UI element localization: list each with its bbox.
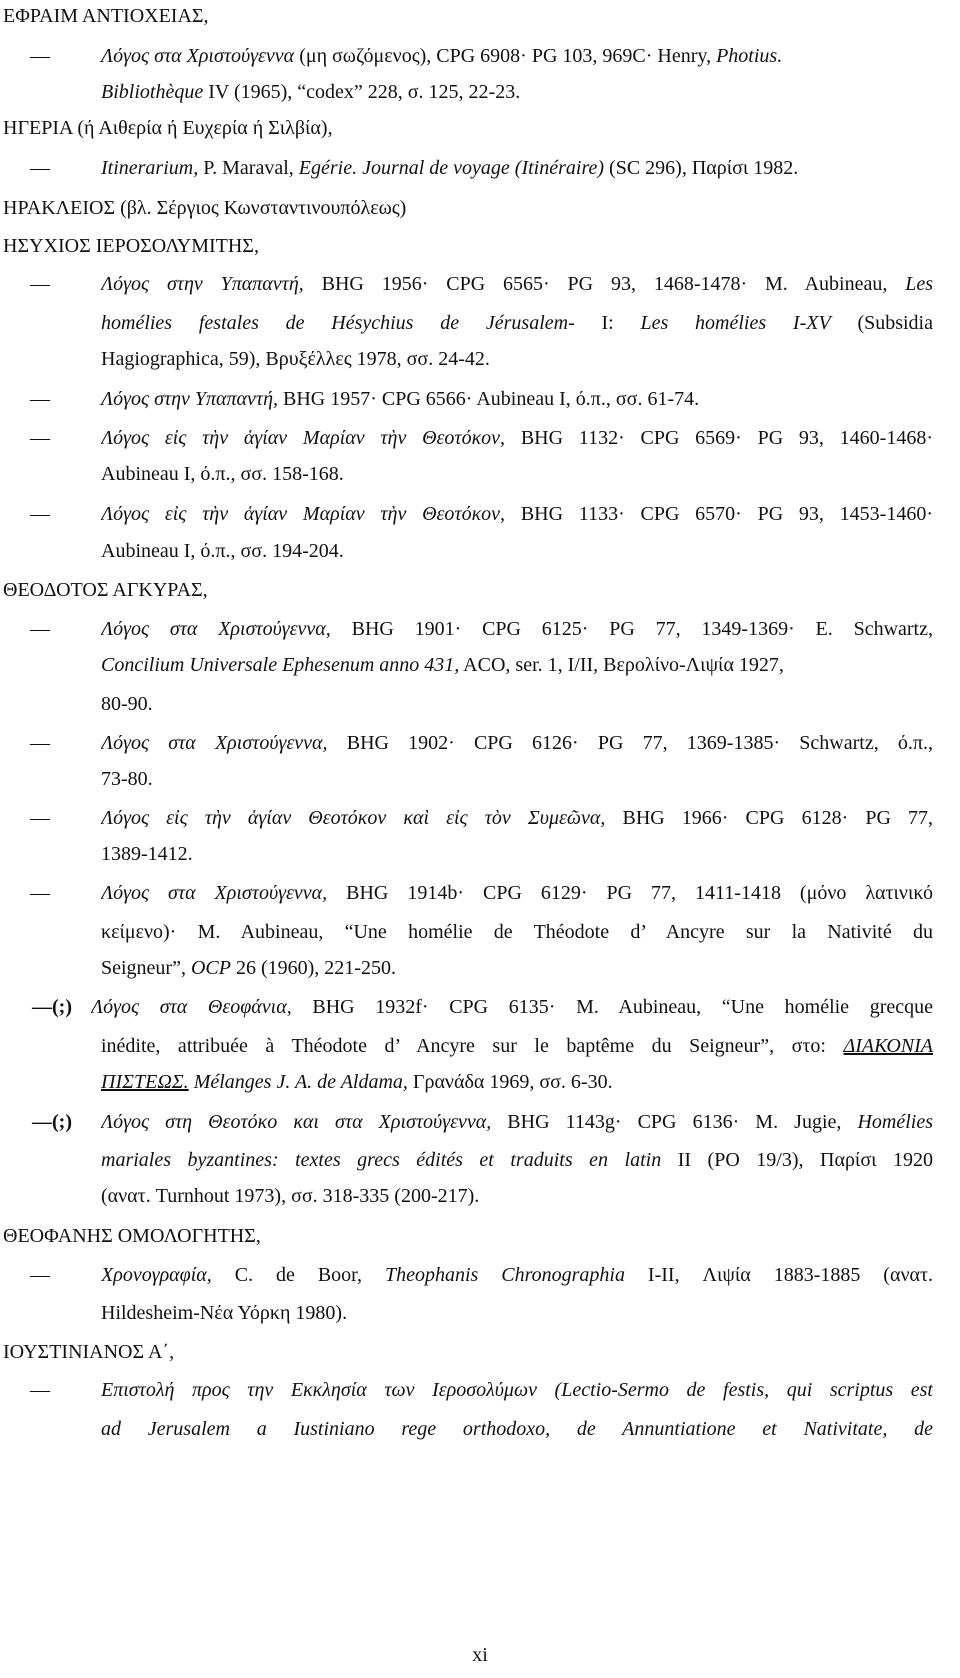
line-text — [101, 44, 933, 68]
entry-dash: — — [30, 388, 50, 410]
line-text — [101, 842, 933, 866]
line-text — [101, 1110, 933, 1134]
reference-text: ΘΕΟΔΟΤΟΣ ΑΓΚΥΡΑΣ, — [3, 579, 208, 601]
line-text — [101, 156, 933, 180]
italic-title-text: Egérie. Journal de voyage (Itinéraire) — [298, 157, 605, 179]
reference-text: 80-90. — [101, 693, 153, 715]
reference-text: ΗΣΥΧΙΟΣ ΙΕΡΟΣΟΛΥΜΙΤΗΣ, — [3, 235, 259, 257]
reference-text: Aubineau I, ό.π., σσ. 158-168. — [101, 463, 344, 485]
entry-dash: — — [30, 882, 50, 904]
reference-text: κείμενο)· M. Aubineau, “Une homélie de Théodote d’ Ancyre sur la Nativité du — [101, 921, 933, 943]
entry-dash: — — [30, 1379, 50, 1401]
entry-dash: — — [30, 732, 50, 754]
line-text — [101, 1034, 933, 1058]
italic-title-text: Mélanges J. A. de Aldama, — [193, 1071, 408, 1093]
line-text — [101, 1301, 933, 1325]
line-text — [101, 920, 933, 944]
reference-text: (μη σωζόμενος), CPG 6908· PG 103, 969C· Henry, — [294, 45, 717, 67]
italic-title-text: Λόγος στα Χριστούγεννα — [101, 45, 295, 67]
italic-title-text: Λόγος στα Χριστούγεννα, — [101, 882, 328, 904]
line-text — [101, 539, 933, 563]
italic-title-text: Photius. — [716, 45, 783, 67]
italic-title-text: Bibliothèque — [101, 81, 204, 103]
reference-text: 26 (1960), 221-250. — [230, 957, 396, 979]
italic-title-text: ad Jerusalem a Iustiniano rege orthodoxo, de Annuntiatione et Nativitate, de — [101, 1418, 933, 1440]
line-text — [101, 806, 933, 830]
reference-text: 73-80. — [101, 768, 153, 790]
italic-title-text: Λόγος εἰς τὴν ἁγίαν Μαρίαν τὴν Θεοτόκον, — [101, 503, 506, 525]
line-text — [101, 1184, 933, 1208]
line-text — [3, 196, 406, 220]
reference-text: BHG 1132· CPG 6569· PG 93, 1460-1468· — [505, 427, 933, 449]
italic-title-text: Theophanis Chronographia — [384, 1264, 625, 1286]
italic-title-text: Les — [905, 273, 933, 295]
reference-text: Aubineau I, ό.π., σσ. 194-204. — [101, 540, 344, 562]
reference-text: BHG 1143g· CPG 6136· M. Jugie, — [491, 1111, 858, 1133]
italic-title-text: Itinerarium, — [101, 157, 199, 179]
line-text — [101, 462, 933, 486]
line-text — [101, 692, 933, 716]
italic-title-text: Επιστολή προς την Εκκλησία των Ιεροσολύμων (Lectio-Sermo de festis, qui scriptus est — [101, 1379, 933, 1401]
reference-text: (Subsidia — [830, 312, 933, 334]
reference-text: Seigneur”, — [101, 957, 191, 979]
italic-title-text: Λόγος εἰς τὴν ἁγίαν Μαρίαν τὴν Θεοτόκον, — [101, 427, 506, 449]
line-text — [101, 426, 933, 450]
line-text — [101, 80, 933, 104]
line-text — [101, 1148, 933, 1172]
reference-text: I-II, Λιψία 1883-1885 (ανατ. — [624, 1264, 933, 1286]
italic-title-text: Concilium Universale Ephesenum anno 431, — [101, 654, 460, 676]
line-text — [101, 347, 933, 371]
entry-dash: — — [30, 157, 50, 179]
line-text — [101, 272, 933, 296]
italic-title-text: Χρονογραφία, — [101, 1264, 212, 1286]
italic-title-text: ΠΙΣΤΕΩΣ. — [101, 1071, 189, 1093]
line-text — [101, 1070, 933, 1094]
entry-dash: —(;) — [32, 1111, 72, 1133]
italic-title-text: Les homélies I-XV — [640, 312, 831, 334]
line-text — [3, 1340, 174, 1364]
italic-title-text: homélies festales de Hésychius de Jérusalem- — [101, 312, 575, 334]
entry-dash: — — [30, 618, 50, 640]
reference-text: Γρανάδα 1969, σσ. 6-30. — [407, 1071, 613, 1093]
entry-dash: — — [30, 1264, 50, 1286]
italic-title-text: OCP — [190, 957, 231, 979]
reference-text: II (PO 19/3), Παρίσι 1920 — [661, 1149, 933, 1171]
reference-text: BHG 1902· CPG 6126· PG 77, 1369-1385· Schwartz, ό.π., — [327, 732, 933, 754]
reference-text: C. de Boor, — [211, 1264, 385, 1286]
line-text — [3, 1224, 261, 1248]
reference-text: P. Maraval, — [198, 157, 299, 179]
line-text — [3, 578, 208, 602]
italic-title-text: Homélies — [857, 1111, 933, 1133]
reference-text: BHG 1914b· CPG 6129· PG 77, 1411-1418 (μόνο λατινικό — [327, 882, 933, 904]
reference-text: Hildesheim-Νέα Υόρκη 1980). — [101, 1302, 348, 1324]
line-text — [101, 956, 933, 980]
reference-text: BHG 1966· CPG 6128· PG 77, — [605, 807, 933, 829]
line-text — [101, 617, 933, 641]
italic-title-text: mariales byzantines: textes grecs édités et traduits en latin — [101, 1149, 662, 1171]
reference-text: BHG 1901· CPG 6125· PG 77, 1349-1369· E. Schwartz, — [330, 618, 933, 640]
italic-title-text: Λόγος στα Χριστούγεννα, — [101, 732, 328, 754]
entry-dash: — — [30, 45, 50, 67]
line-text — [101, 1417, 933, 1441]
entry-dash: — — [30, 807, 50, 829]
italic-title-text: Λόγος στα Χριστούγεννα, — [101, 618, 331, 640]
entry-dash: — — [30, 273, 50, 295]
reference-text: ACO, ser. 1, I/II, Βερολίνο-Λιψία 1927, — [459, 654, 784, 676]
reference-text: ΙΟΥΣΤΙΝΙΑΝΟΣ Α΄, — [3, 1341, 175, 1363]
reference-text: ΗΡΑΚΛΕΙΟΣ (βλ. Σέργιος Κωνσταντινουπόλεως) — [3, 197, 407, 219]
line-text — [101, 1378, 933, 1402]
reference-text: inédite, attribuée à Théodote d’ Ancyre sur le baptême du Seigneur”, στο: — [101, 1035, 844, 1057]
line-text — [3, 116, 333, 140]
italic-title-text: Λόγος στη Θεοτόκο και στα Χριστούγεννα, — [101, 1111, 492, 1133]
italic-title-text: ΔΙΑΚΟΝΙΑ — [843, 1035, 933, 1057]
italic-title-text: Λόγος στα Θεοφάνια, — [91, 996, 292, 1018]
line-text — [101, 502, 933, 526]
line-text — [101, 653, 933, 677]
line-text — [91, 995, 933, 1019]
reference-text: (SC 296), Παρίσι 1982. — [604, 157, 799, 179]
reference-text: IV (1965), “codex” 228, σ. 125, 22-23. — [203, 81, 521, 103]
reference-text: 1389-1412. — [101, 843, 193, 865]
line-text — [101, 1263, 933, 1287]
line-text — [101, 767, 933, 791]
reference-text: BHG 1133· CPG 6570· PG 93, 1453-1460· — [505, 503, 933, 525]
reference-text: Hagiographica, 59), Βρυξέλλες 1978, σσ. 24-42. — [101, 348, 490, 370]
line-text — [101, 731, 933, 755]
reference-text: BHG 1956· CPG 6565· PG 93, 1468-1478· M. Aubineau, — [303, 273, 906, 295]
line-text — [101, 881, 933, 905]
reference-text: ΘΕΟΦΑΝΗΣ ΟΜΟΛΟΓΗΤΗΣ, — [3, 1225, 261, 1247]
italic-title-text: Λόγος στην Υπαπαντή, — [101, 388, 279, 410]
reference-text: BHG 1932f· CPG 6135· M. Aubineau, “Une homélie grecque — [291, 996, 933, 1018]
page-number: xi — [472, 1644, 488, 1666]
line-text — [101, 387, 933, 411]
reference-text: ΕΦΡΑΙΜ ΑΝΤΙΟΧΕΙΑΣ, — [3, 5, 209, 27]
italic-title-text: Λόγος στην Υπαπαντή, — [101, 273, 304, 295]
reference-text: I: — [574, 312, 641, 334]
entry-dash: — — [30, 427, 50, 449]
line-text — [3, 234, 259, 258]
reference-text: BHG 1957· CPG 6566· Aubineau I, ό.π., σσ. 61-74. — [278, 388, 700, 410]
italic-title-text: Λόγος εἰς τὴν ἁγίαν Θεοτόκον καὶ εἰς τὸν Συμεῶνα, — [101, 807, 606, 829]
entry-dash: — — [30, 503, 50, 525]
line-text — [3, 4, 209, 28]
reference-text: (ανατ. Turnhout 1973), σσ. 318-335 (200-217). — [101, 1185, 480, 1207]
line-text — [101, 311, 933, 335]
entry-dash: —(;) — [32, 996, 72, 1018]
reference-text: ΗΓΕΡΙΑ (ή Αιθερία ή Ευχερία ή Σιλβία), — [3, 117, 333, 139]
